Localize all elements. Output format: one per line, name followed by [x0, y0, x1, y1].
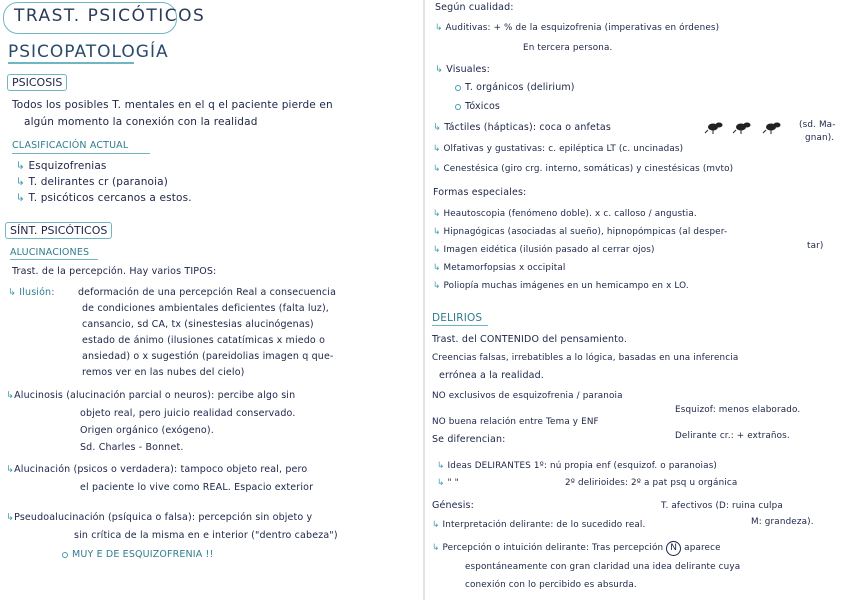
formas-title: Formas especiales: [433, 187, 527, 198]
clasif-item [16, 192, 192, 204]
ideas-2-text: 2º delirioides: 2º a pat psq u orgánica [565, 478, 738, 488]
heading-psicopatologia: PSICOPATOLOGÍA [8, 42, 169, 62]
alucinacion-line-2: el paciente lo vive como REAL. Espacio exterior [80, 482, 314, 493]
arrow-icon: ↳ [433, 245, 444, 255]
formas-item-label: Metamorfopsias x occipital [443, 263, 566, 273]
genesis-note-2: M: grandeza). [751, 517, 814, 527]
bug-icon [705, 123, 723, 135]
alucinacion-line-1 [6, 464, 307, 476]
visuales-item [455, 101, 500, 113]
formas-item [433, 262, 565, 274]
pseudo-line-1 [6, 512, 312, 524]
bullet-icon [455, 85, 461, 91]
ilusion-text-1: deformación de una percepción Real a consecuencia [78, 287, 337, 298]
ilusion-line [8, 287, 55, 299]
page-title: TRAST. PSICÓTICOS [14, 6, 206, 26]
genesis-label: Génesis: [432, 500, 475, 511]
segun-cualidad: Según cualidad: [435, 2, 514, 13]
clasif-item [16, 176, 168, 188]
tactiles-line [433, 122, 611, 134]
arrow-icon: ↳ [433, 209, 444, 219]
bullet-icon [455, 104, 461, 110]
ilusion-text-6: remos ver en las nubes del cielo) [82, 367, 245, 378]
alucinaciones-underline [10, 259, 98, 260]
percepcion-tail: aparece [684, 543, 721, 553]
tactiles-text: Táctiles (hápticas): coca o anfetas [444, 122, 611, 133]
tactiles-note-1: (sd. Ma- [799, 120, 836, 130]
left-notebook-page [0, 0, 423, 600]
arrow-icon: ↳ [8, 287, 20, 298]
alucinosis-line-3: Origen orgánico (exógeno). [80, 425, 214, 436]
cenestesica-text: Cenestésica (giro crg. interno, somáticas) y cinestésicas (mvto) [443, 164, 734, 174]
clasif-item-label: Esquizofrenias [28, 160, 107, 172]
percepcion-line-1 [432, 541, 721, 556]
ideas-2 [437, 477, 459, 489]
ideas-1 [437, 460, 717, 472]
pseudo-line-2: sin crítica de la misma en e interior ("dentro cabeza") [74, 530, 338, 541]
arrow-icon: ↳ [6, 512, 15, 523]
tactiles-note-2: gnan). [805, 133, 835, 143]
psicosis-box: PSICOSIS [7, 74, 67, 91]
arrow-icon: ↳ [433, 263, 444, 273]
formas-item [433, 244, 655, 256]
ilusion-text-3: cansancio, sd CA, tx (sinestesias alucinógenas) [82, 319, 314, 330]
auditivas-line [435, 22, 719, 34]
interpretacion-line [432, 519, 645, 531]
formas-item-label: Hipnagógicas (asociadas al sueño), hipnopómpicas (al desper- [443, 227, 728, 237]
delirante-note: Delirante cr.: + extraños. [675, 431, 790, 441]
delirios-title: DELIRIOS [432, 312, 483, 324]
arrow-icon: ↳ [6, 464, 15, 475]
delirios-line-6: Se diferencian: [432, 434, 506, 445]
delirios-line-1: Trast. del CONTENIDO del pensamiento. [432, 334, 628, 345]
visuales-item-label: Tóxicos [465, 101, 501, 112]
heading-underline [8, 62, 134, 64]
auditivas-text: Auditivas: + % de la esquizofrenia (imperativas en órdenes) [445, 23, 720, 33]
formas-item [433, 208, 697, 220]
arrow-icon: ↳ [16, 160, 29, 172]
ilusion-text-4: estado de ánimo (ilusiones catatímicas x miedo o [82, 335, 326, 346]
cenestesica-line [433, 163, 733, 175]
alucinosis-text: Alucinosis (alucinación parcial o neuros): percibe algo sin [14, 390, 296, 401]
olfativas-line [433, 143, 683, 155]
clasif-item-label: T. psicóticos cercanos a estos. [28, 192, 192, 204]
formas-item-label: Poliopía muchas imágenes en un hemicampo en x LO. [443, 281, 689, 291]
olfativas-text: Olfativas y gustativas: c. epiléptica LT (c. uncinadas) [443, 144, 684, 154]
arrow-icon: ↳ [16, 192, 29, 204]
clasif-item-label: T. delirantes cr (paranoia) [28, 176, 168, 188]
arrow-icon: ↳ [16, 176, 29, 188]
arrow-icon: ↳ [433, 164, 444, 174]
arrow-icon: ↳ [432, 520, 443, 530]
arrow-icon: ↳ [437, 461, 448, 471]
percepcion-line-3: conexión con lo percibido es absurda. [465, 580, 637, 590]
percepcion-text: Percepción o intuición delirante: Tras percepción [442, 543, 664, 553]
arrow-icon: ↳ [435, 23, 446, 33]
alucinosis-line-1 [6, 390, 295, 402]
interpretacion-text: Interpretación delirante: de lo sucedido real. [442, 520, 646, 530]
pseudo-note-text: MUY E DE ESQUIZOFRENIA !! [72, 549, 214, 560]
visuales-item-label: T. orgánicos (delirium) [465, 82, 575, 93]
pseudo-text: Pseudoalucinación (psíquica o falsa): percepción sin objeto y [14, 512, 313, 523]
percepcion-line-2: espontáneamente con gran claridad una idea delirante cuya [465, 562, 741, 572]
delirios-underline [432, 325, 488, 326]
bug-icon [763, 123, 781, 135]
esquizof-note: Esquizof: menos elaborado. [675, 405, 801, 415]
arrow-icon: ↳ [6, 390, 15, 401]
n-circle-icon: N [666, 541, 681, 556]
arrow-icon: ↳ [433, 227, 444, 237]
delirios-line-4: NO exclusivos de esquizofrenia / paranoia [432, 391, 623, 401]
alucinaciones-title: ALUCINACIONES [10, 247, 90, 258]
right-notebook-page [425, 0, 848, 600]
auditivas-line-2: En tercera persona. [523, 43, 613, 53]
despertar-end: tar) [807, 241, 824, 251]
visuales-item [455, 82, 575, 94]
clasificacion-title: CLASIFICACIÓN ACTUAL [12, 140, 129, 151]
clasif-item [16, 160, 107, 172]
psicosis-def-line-2: algún momento la conexión con la realidad [24, 116, 258, 128]
bullet-icon [62, 552, 68, 558]
alucinosis-line-4: Sd. Charles - Bonnet. [80, 442, 184, 453]
sint-psicoticos-box: SÍNT. PSICÓTICOS [5, 222, 112, 239]
alucinacion-text: Alucinación (psicos o verdadera): tampoco objeto real, pero [14, 464, 308, 475]
arrow-icon: ↳ [433, 144, 444, 154]
psicosis-def-line-1: Todos los posibles T. mentales en el q el paciente pierde en [12, 99, 333, 111]
pseudo-note [62, 549, 213, 561]
ideas-ditto: " " [447, 478, 459, 488]
arrow-icon: ↳ [433, 281, 444, 291]
genesis-note: T. afectivos (D: ruina culpa [661, 501, 783, 511]
arrow-icon: ↳ [432, 543, 443, 553]
bug-icon [733, 123, 751, 135]
ilusion-text-2: de condiciones ambientales deficientes (falta luz), [82, 303, 329, 314]
ilusion-label: Ilusión: [19, 287, 55, 298]
arrow-icon: ↳ [433, 122, 445, 133]
ideas-1-text: Ideas DELIRANTES 1º: nú propia enf (esquizof. o paranoias) [447, 461, 718, 471]
delirios-line-2: Creencias falsas, irrebatibles a lo lógica, basadas en una inferencia [432, 353, 739, 363]
arrow-icon: ↳ [437, 478, 448, 488]
alucinaciones-intro: Trast. de la percepción. Hay varios TIPOS: [12, 266, 217, 277]
visuales-label: Visuales: [446, 64, 490, 75]
alucinosis-line-2: objeto real, pero juicio realidad conservado. [80, 408, 296, 419]
ilusion-text-5: ansiedad) o x sugestión (pareidolias imagen q que- [82, 351, 334, 362]
delirios-line-5: NO buena relación entre Tema y ENF [432, 417, 599, 427]
visuales-line [435, 64, 490, 76]
formas-item-label: Heautoscopia (fenómeno doble). x c. calloso / angustia. [443, 209, 697, 219]
delirios-line-3: errónea a la realidad. [439, 370, 544, 381]
clasificacion-underline [12, 153, 150, 154]
formas-item [433, 280, 689, 292]
formas-item [433, 226, 727, 238]
arrow-icon: ↳ [435, 64, 447, 75]
formas-item-label: Imagen eidética (ilusión pasado al cerrar ojos) [443, 245, 655, 255]
bugs-doodle [703, 119, 803, 135]
